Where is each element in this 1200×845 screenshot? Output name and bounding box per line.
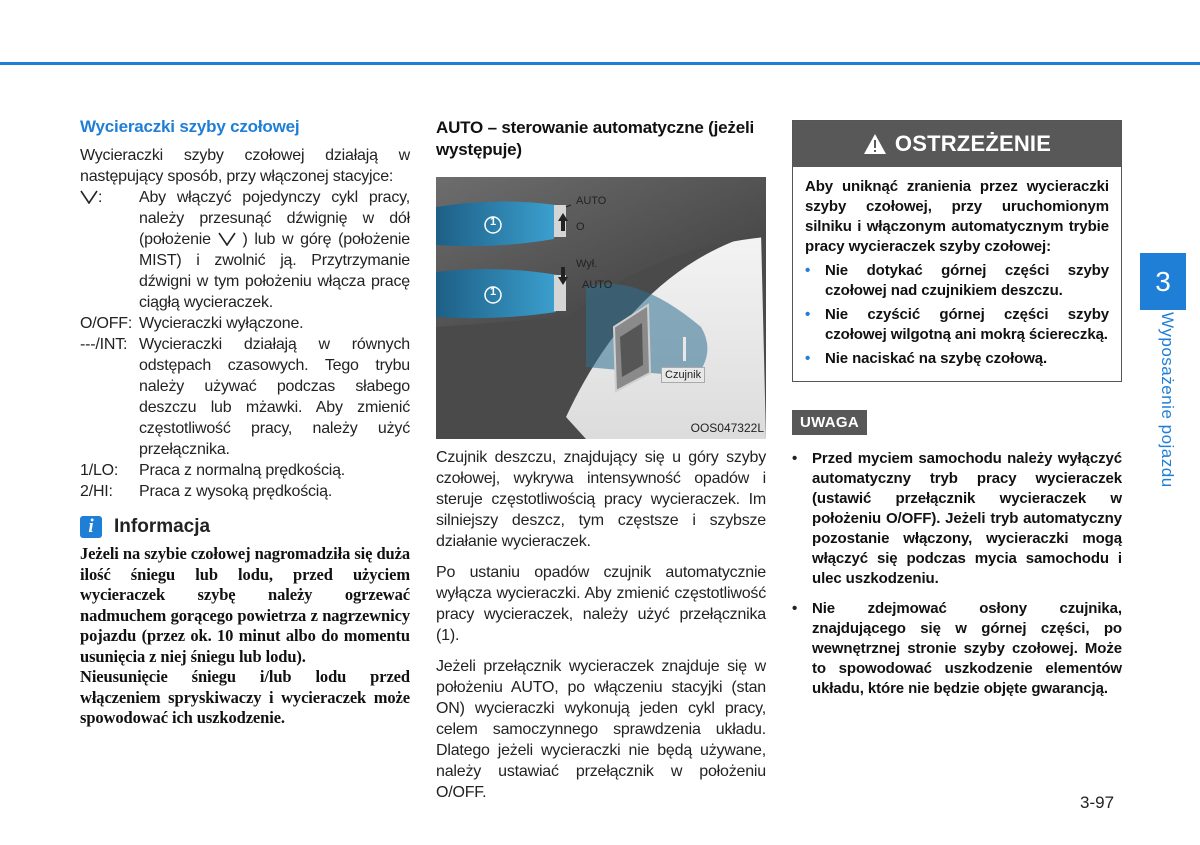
info-title: Informacja	[114, 516, 211, 537]
chapter-title: Wyposażenie pojazdu	[1158, 312, 1177, 488]
def-desc-mist: Aby włączyć pojedynczy cykl pracy, należy przesunąć dźwignię w dół (położenie ) lub w górę (położenie MIST) i zwolnić ją. Przytrzymanie dźwigni w tym położeniu włącza pracę ciągłą wycieraczek.	[139, 189, 410, 311]
warning-body	[793, 167, 1121, 381]
label-sensor: Czujnik	[661, 367, 705, 383]
chapter-tab: 3	[1140, 253, 1186, 310]
def-term-int: ---/INT:	[80, 336, 128, 353]
mist-symbol-icon	[80, 190, 98, 204]
def-row-lo	[80, 460, 410, 481]
info-paragraph-2: Nieusunięcie śniegu i/lub lodu przed włączeniem spryskiwaczy i wycieraczek może spowodować ich uszkodzenie.	[80, 667, 410, 727]
section-heading-wipers: Wycieraczki szyby czołowej	[80, 117, 300, 136]
bullet-dot: •	[805, 306, 811, 323]
warning-bullet-text: Nie naciskać na szybę czołową.	[825, 350, 1048, 367]
label-o: O	[576, 221, 585, 233]
def-term-mist: :	[80, 187, 139, 313]
caution-bullet-text: Przed myciem samochodu należy wyłączyć automatyczny tryb pracy wycieraczek (ustawić przełącznik wycieraczek w położeniu O/OFF). Jeżeli tryb automatyczny pozostanie włączony, wycieraczki mogą włączyć się podczas mycia samochodu i ulec uszkodzeniu.	[812, 450, 1122, 587]
def-row-off	[80, 313, 410, 334]
column-wipers	[80, 114, 410, 729]
caution-bullet	[792, 449, 1122, 589]
warning-header	[793, 121, 1121, 167]
mist-symbol-icon	[218, 232, 236, 246]
info-paragraph-1: Jeżeli na szybie czołowej nagromadziła się duża ilość śniegu lub lodu, przed użyciem wycieraczek szybę należy ogrzewać nadmuchem gorącego powietrza z nagrzewnicy pojazdu (przez ok. 10 minut albo do momentu usunięcia z niej śniegu lub lodu).	[80, 544, 410, 666]
info-icon: i	[80, 516, 102, 538]
warning-title: OSTRZEŻENIE	[894, 131, 1052, 156]
label-auto-top: AUTO	[576, 195, 607, 207]
figure-code: OOS047322L	[690, 421, 764, 435]
warning-bullet	[805, 305, 1109, 345]
warning-bullet	[805, 261, 1109, 301]
caution-bullet-text: Nie zdejmować osłony czujnika, znajdującego się w górnej części, po wewnętrznej stronie szyby czołowej. Może to spowodować uszkodzenie elementów układu, które nie będzie objęte gwarancją.	[812, 600, 1122, 697]
caution-bullet	[792, 599, 1122, 699]
bullet-dot: •	[805, 350, 811, 367]
marker-1-upper: 1	[490, 216, 497, 228]
wiper-sensor-illustration	[436, 177, 766, 439]
def-desc-lo: Praca z normalną prędkością.	[139, 462, 346, 479]
warning-bullet-text: Nie czyścić górnej części szyby czołowej wilgotną ani mokrą ściereczką.	[825, 306, 1109, 343]
warning-box	[792, 120, 1122, 382]
bullet-dot: •	[792, 600, 798, 617]
def-row-mist	[80, 187, 410, 313]
label-auto-bottom: AUTO	[582, 279, 613, 291]
page-number: 3-97	[1080, 793, 1115, 812]
def-desc-off: Wycieraczki wyłączone.	[139, 315, 304, 332]
auto-paragraph-1: Czujnik deszczu, znajdujący się u góry szyby czołowej, wykrywa intensywność opadów i steruje częstotliwością pracy wycieraczek. Im silniejszy deszcz, tym częstsze i szybsze działanie wycieraczek.	[436, 449, 766, 550]
def-desc-int: Wycieraczki działają w równych odstępach czasowych. Tego trybu należy używać podczas słabego deszczu lub mżawki. Aby zmienić częstotliwość pracy, należy użyć przełącznika.	[139, 336, 410, 458]
header-rule	[0, 62, 1200, 65]
def-term-lo: 1/LO:	[80, 462, 119, 479]
warning-bullet	[805, 349, 1109, 369]
column-auto	[436, 114, 766, 803]
column-warnings	[792, 120, 1122, 699]
bullet-dot: •	[805, 262, 811, 279]
def-term-off: O/OFF:	[80, 315, 133, 332]
caution-badge: UWAGA	[792, 410, 867, 435]
auto-paragraph-3: Jeżeli przełącznik wycieraczek znajduje się w położeniu AUTO, po włączeniu stacyjki (stan ON) wycieraczki wykonują jeden cykl pracy, celem samoczynnego sprawdzenia układu. Dlatego jeżeli wycieraczki nie będą używane, należy ustawiać przełącznik w położeniu O/OFF.	[436, 658, 766, 801]
marker-1-lower: 1	[490, 286, 497, 298]
label-wyl: Wył.	[576, 258, 598, 270]
wipers-intro: Wycieraczki szyby czołowej działają w następujący sposób, przy włączonej stacyjce:	[80, 147, 410, 185]
warning-triangle-icon	[863, 133, 887, 155]
section-heading-auto: AUTO – sterowanie automatyczne (jeżeli występuje)	[436, 118, 755, 159]
warning-bullet-text: Nie dotykać górnej części szyby czołowej nad czujnikiem deszczu.	[825, 262, 1109, 299]
bullet-dot: •	[792, 450, 798, 467]
auto-paragraph-2: Po ustaniu opadów czujnik automatycznie wyłącza wycieraczki. Aby zmienić częstotliwość pracy wycieraczek, należy użyć przełącznika (1).	[436, 564, 766, 644]
info-heading	[80, 516, 410, 538]
def-desc-hi: Praca z wysoką prędkością.	[139, 483, 333, 500]
illustration-graphic	[436, 177, 766, 439]
warning-intro: Aby uniknąć zranienia przez wycieraczki szyby czołowej, przy uruchomionym silniku i włączonym automatycznym trybie pracy wycieraczek szyby czołowej:	[805, 178, 1109, 255]
def-term-hi: 2/HI:	[80, 483, 113, 500]
def-row-hi	[80, 481, 410, 502]
def-row-int	[80, 334, 410, 460]
